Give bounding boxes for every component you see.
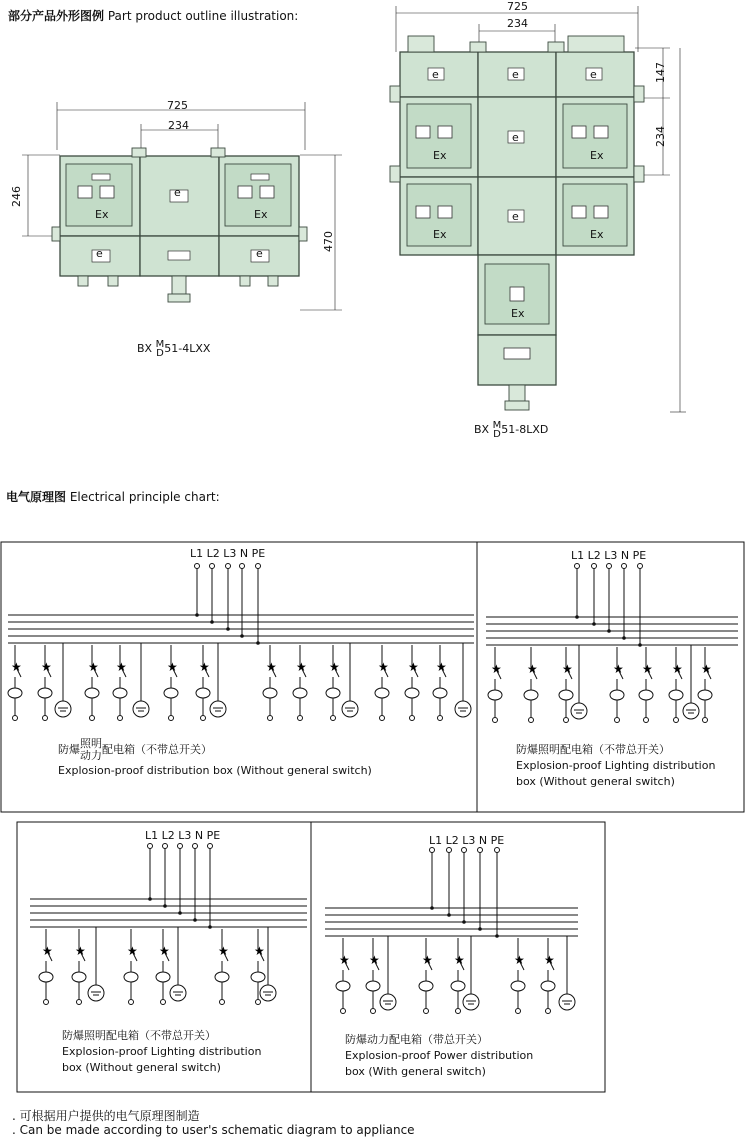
diagram2-en-2: box (Without general switch) [516,775,675,788]
d2-fuse [524,690,538,700]
d1-fuse [375,688,389,698]
d4-ground-symbol [380,994,396,1010]
d3-terminal [148,844,153,849]
d4-breaker-star: ★ [544,953,555,967]
d2-out-terminal [615,718,620,723]
d1-bus-junction [210,620,214,624]
right-mark-ex-3: Ex [433,228,447,241]
d4-terminal [447,848,452,853]
d3-bus-junction [193,918,197,922]
d4-breaker-star: ★ [422,953,433,967]
left-mark-ex-2: Ex [254,208,268,221]
d4-breaker-star: ★ [369,953,380,967]
right-model-label [474,421,548,439]
diagram1-cn-top: 照明 [80,737,102,750]
d1-out-terminal [380,716,385,721]
d4-fuse [366,981,380,991]
d3-bus-junction [208,925,212,929]
d4-out-terminal [371,1009,376,1014]
d2-fuse [488,690,502,700]
d4-out-terminal [546,1009,551,1014]
d4-out-terminal [341,1009,346,1014]
left-dim-inner: 234 [168,119,189,132]
right-mark-ex-2: Ex [590,149,604,162]
d3-bus-junction [148,897,152,901]
d1-breaker-star: ★ [116,660,127,674]
d1-breaker-star: ★ [329,660,340,674]
d3-out-terminal [161,1000,166,1005]
d1-ground-symbol [455,701,471,717]
d4-breaker-star: ★ [514,953,525,967]
d4-ground-symbol [463,994,479,1010]
d2-terminal [592,564,597,569]
right-mark-ex-1: Ex [433,149,447,162]
d2-breaker-star: ★ [701,662,712,676]
d1-ground-symbol [55,701,71,717]
d1-fuse [433,688,447,698]
d3-fuse [156,972,170,982]
right-mark-e-2: e [512,68,519,81]
d1-out-terminal [201,716,206,721]
d4-bus-junction [447,913,451,917]
d2-breaker-star: ★ [672,662,683,676]
right-model-sup: M [492,420,502,431]
d1-ground-symbol [210,701,226,717]
d2-out-terminal [674,718,679,723]
d1-fuse [263,688,277,698]
diagram4-cn: 防爆动力配电箱（带总开关） [345,1033,488,1046]
right-mark-ex-4: Ex [590,228,604,241]
left-dim-height-part: 246 [10,186,23,207]
left-model-prefix: BX [137,342,153,355]
d1-fuse [196,688,210,698]
diagram3-bus-labels: L1 L2 L3 N PE [145,829,221,842]
d3-fuse [215,972,229,982]
left-mark-ex-1: Ex [95,208,109,221]
d2-out-terminal [529,718,534,723]
d1-out-terminal [410,716,415,721]
d1-breaker-star: ★ [88,660,99,674]
d2-breaker-star: ★ [491,662,502,676]
diagram2-cn: 防爆照明配电箱（不带总开关） [516,743,670,756]
left-model-sub: D [156,348,164,359]
d1-fuse [38,688,52,698]
left-dim-height-total: 470 [322,231,335,252]
d3-ground-symbol [170,985,186,1001]
diagram1-bus-labels: L1 L2 L3 N PE [190,547,266,560]
d1-breaker-star: ★ [408,660,419,674]
right-model-sub: D [493,429,501,440]
diagram1-cn-suffix: 配电箱（不带总开关） [102,743,212,756]
diagram1-caption [58,738,212,762]
d1-breaker-star: ★ [11,660,22,674]
d3-fuse [124,972,138,982]
d4-fuse [541,981,555,991]
d3-breaker-star: ★ [127,944,138,958]
d3-out-terminal [44,1000,49,1005]
right-model-suffix: 51-8LXD [501,423,549,436]
right-dim-h1: 147 [654,62,667,83]
d3-fuse [72,972,86,982]
right-mark-e-1: e [432,68,439,81]
d2-ground-symbol [683,703,699,719]
d4-terminal [462,848,467,853]
d3-out-terminal [77,1000,82,1005]
d3-terminal [193,844,198,849]
d1-breaker-star: ★ [199,660,210,674]
d1-out-terminal [438,716,443,721]
d1-out-terminal [268,716,273,721]
diagram1-cn-bottom: 动力 [80,749,102,762]
d3-breaker-star: ★ [254,944,265,958]
d1-fuse [326,688,340,698]
d3-terminal [178,844,183,849]
left-mark-e-1: e [174,186,181,199]
d1-breaker-star: ★ [378,660,389,674]
d1-terminal [226,564,231,569]
d1-terminal [210,564,215,569]
d1-out-terminal [13,716,18,721]
d2-fuse [639,690,653,700]
d2-bus-junction [575,615,579,619]
d3-bus-junction [178,911,182,915]
diagram4-bus-labels: L1 L2 L3 N PE [429,834,505,847]
d2-bus-junction [622,636,626,640]
d1-out-terminal [298,716,303,721]
schematics-svg [0,540,747,1100]
d4-ground-symbol [559,994,575,1010]
d1-out-terminal [118,716,123,721]
d3-fuse [39,972,53,982]
left-dim-width: 725 [167,99,188,112]
d1-terminal [195,564,200,569]
d1-bus-junction [240,634,244,638]
d1-fuse [164,688,178,698]
left-model-sup: M [155,339,165,350]
d2-out-terminal [564,718,569,723]
right-mark-e-4: e [512,131,519,144]
diagram4-en-2: box (With general switch) [345,1065,486,1078]
diagram3-cn: 防爆照明配电箱（不带总开关） [62,1029,216,1042]
d4-breaker-star: ★ [339,953,350,967]
d1-terminal [256,564,261,569]
d3-out-terminal [220,1000,225,1005]
d1-out-terminal [90,716,95,721]
d2-terminal [622,564,627,569]
d3-ground-symbol [88,985,104,1001]
outline-title-cn: 部分产品外形图例 [8,9,105,23]
d2-terminal [575,564,580,569]
d2-ground-symbol [571,703,587,719]
electrical-title-cn: 电气原理图 [6,490,67,504]
diagram2-en-1: Explosion-proof Lighting distribution [516,759,716,772]
d1-ground-symbol [342,701,358,717]
d1-fuse [85,688,99,698]
right-enclosure-drawing [380,0,700,420]
outline-section-title [8,7,298,24]
diagram3-en-1: Explosion-proof Lighting distribution [62,1045,262,1058]
diagram3-en-2: box (Without general switch) [62,1061,221,1074]
d4-fuse [336,981,350,991]
d4-bus-junction [430,906,434,910]
d2-out-terminal [703,718,708,723]
electrical-title-en: Electrical principle chart: [69,490,220,504]
d4-out-terminal [456,1009,461,1014]
d2-breaker-star: ★ [613,662,624,676]
d1-breaker-star: ★ [41,660,52,674]
footer-note-en: . Can be made according to user's schematic diagram to appliance [12,1123,415,1137]
d2-breaker-star: ★ [527,662,538,676]
right-model-prefix: BX [474,423,490,436]
right-mark-ex-5: Ex [511,307,525,320]
d1-breaker-star: ★ [296,660,307,674]
diagram1-en: Explosion-proof distribution box (Without general switch) [58,764,372,777]
d2-out-terminal [493,718,498,723]
left-model-label [137,340,210,358]
d4-out-terminal [516,1009,521,1014]
right-dim-width: 725 [507,0,528,13]
d2-bus-junction [638,643,642,647]
right-dim-h2: 234 [654,126,667,147]
d1-fuse [405,688,419,698]
d3-out-terminal [129,1000,134,1005]
d2-terminal [607,564,612,569]
diagram2-bus-labels: L1 L2 L3 N PE [571,549,647,562]
d4-breaker-star: ★ [454,953,465,967]
right-dim-inner: 234 [507,17,528,30]
d4-fuse [419,981,433,991]
d4-terminal [478,848,483,853]
d3-terminal [163,844,168,849]
d1-bus-junction [226,627,230,631]
d3-out-terminal [256,1000,261,1005]
d1-out-terminal [169,716,174,721]
d3-breaker-star: ★ [159,944,170,958]
electrical-section-title [6,488,220,505]
d3-fuse [251,972,265,982]
footer-note-cn: . 可根据用户提供的电气原理图制造 [12,1109,200,1123]
d1-out-terminal [43,716,48,721]
outline-title-en: Part product outline illustration: [107,9,299,23]
d1-bus-junction [195,613,199,617]
d2-fuse [669,690,683,700]
d3-breaker-star: ★ [75,944,86,958]
left-mark-e-3: e [256,247,263,260]
d2-fuse [610,690,624,700]
d4-bus-junction [478,927,482,931]
d1-fuse [8,688,22,698]
d4-out-terminal [424,1009,429,1014]
d3-breaker-star: ★ [42,944,53,958]
d1-fuse [293,688,307,698]
d3-ground-symbol [260,985,276,1001]
d1-out-terminal [331,716,336,721]
d3-bus-junction [163,904,167,908]
right-mark-e-5: e [512,210,519,223]
left-mark-e-2: e [96,247,103,260]
d1-terminal [240,564,245,569]
d4-bus-junction [462,920,466,924]
d1-fuse [113,688,127,698]
d4-terminal [430,848,435,853]
d2-terminal [638,564,643,569]
diagram4-en-1: Explosion-proof Power distribution [345,1049,534,1062]
d1-bus-junction [256,641,260,645]
d2-fuse [698,690,712,700]
d2-bus-junction [607,629,611,633]
d4-fuse [451,981,465,991]
left-model-suffix: 51-4LXX [164,342,211,355]
d1-breaker-star: ★ [167,660,178,674]
d1-breaker-star: ★ [266,660,277,674]
d1-breaker-star: ★ [436,660,447,674]
d2-bus-junction [592,622,596,626]
d4-fuse [511,981,525,991]
d2-out-terminal [644,718,649,723]
d4-terminal [495,848,500,853]
d3-terminal [208,844,213,849]
d2-breaker-star: ★ [642,662,653,676]
d2-breaker-star: ★ [562,662,573,676]
d1-ground-symbol [133,701,149,717]
d2-fuse [559,690,573,700]
diagram1-cn-prefix: 防爆 [58,743,80,756]
right-mark-e-3: e [590,68,597,81]
d4-bus-junction [495,934,499,938]
d3-breaker-star: ★ [218,944,229,958]
